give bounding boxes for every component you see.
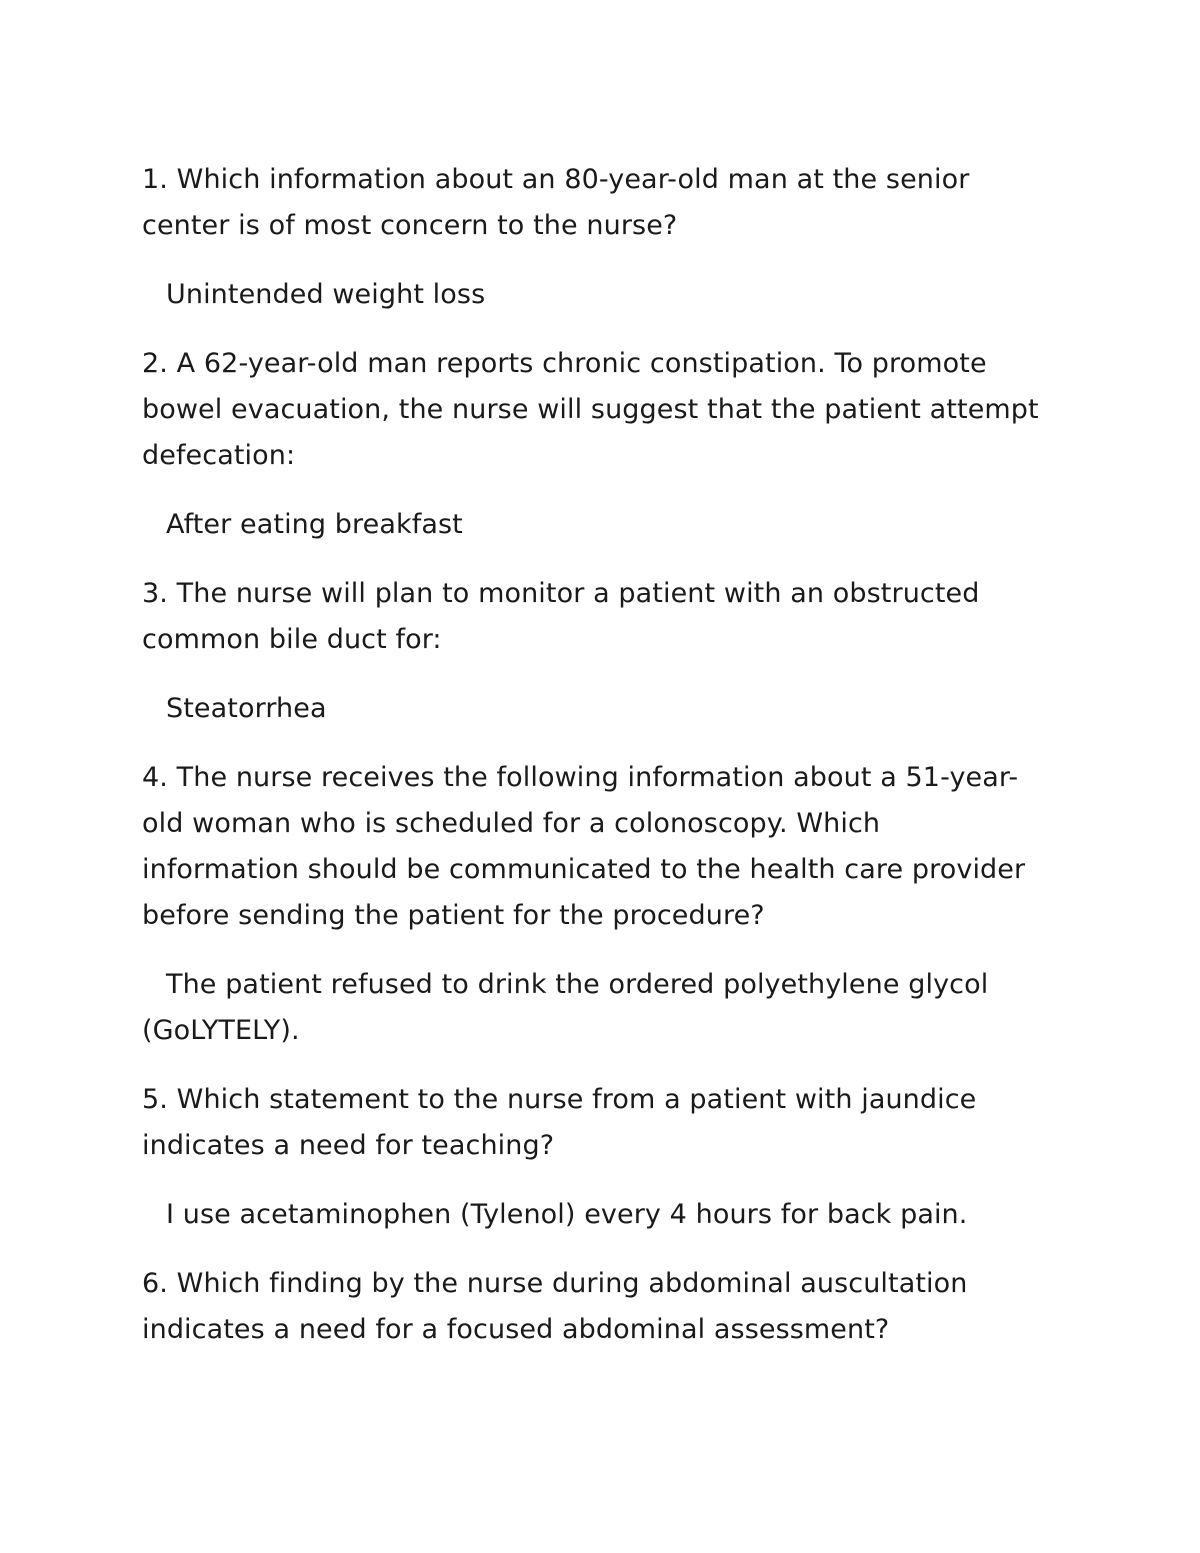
question-6: 6. Which finding by the nurse during abdominal auscultation indicates a need for a focused abdominal assessment? xyxy=(142,1268,968,1345)
answer-5: I use acetaminophen (Tylenol) every 4 hours for back pain. xyxy=(166,1199,968,1230)
answer-3: Steatorrhea xyxy=(166,693,327,724)
question-4: 4. The nurse receives the following information about a 51-year-old woman who is scheduled for a colonoscopy. Which information should be communicated to the health care provider before sending the patient for the procedure? xyxy=(142,762,1026,931)
question-3: 3. The nurse will plan to monitor a patient with an obstructed common bile duct for: xyxy=(142,578,980,655)
question-2: 2. A 62-year-old man reports chronic constipation. To promote bowel evacuation, the nurse will suggest that the patient attempt defecation: xyxy=(142,348,1039,471)
question-1: 1. Which information about an 80-year-old man at the senior center is of most concern to the nurse? xyxy=(142,164,970,241)
answer-2: After eating breakfast xyxy=(166,509,463,540)
question-5: 5. Which statement to the nurse from a patient with jaundice indicates a need for teaching? xyxy=(142,1084,977,1161)
document-body xyxy=(142,157,1042,1376)
answer-4: The patient refused to drink the ordered polyethylene glycol (GoLYTELY). xyxy=(142,969,989,1046)
answer-1: Unintended weight loss xyxy=(166,279,486,310)
